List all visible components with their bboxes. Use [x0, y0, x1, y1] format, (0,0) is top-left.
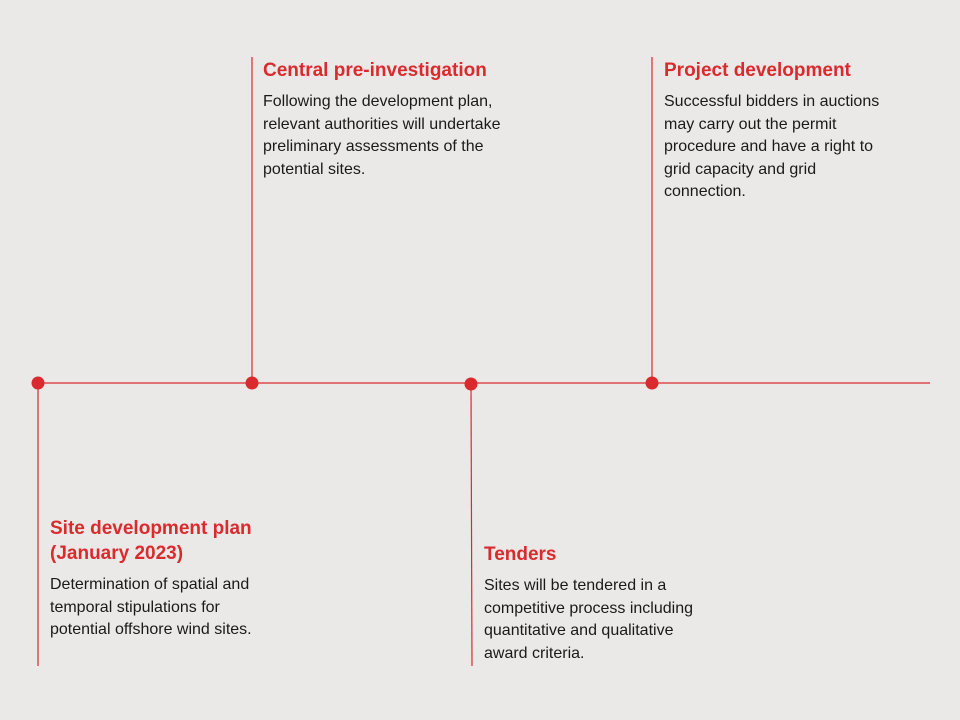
milestone-title: Central pre-investigation: [263, 60, 487, 81]
milestone-description: Following the development plan, relevant authorities will undertake preliminary assessments of the potential sites.: [263, 93, 501, 178]
node-project-development: [646, 377, 659, 390]
milestone-description: Determination of spatial and temporal stipulations for potential offshore wind sites.: [50, 576, 252, 638]
milestone-description: Successful bidders in auctions may carry out the permit procedure and have a right to grid capacity and grid connection.: [664, 93, 880, 200]
milestone-tenders: [484, 542, 714, 665]
node-site-development: [32, 377, 45, 390]
milestone-description: Sites will be tendered in a competitive process including quantitative and qualitative award criteria.: [484, 577, 693, 662]
milestone-title: Project development: [664, 60, 851, 81]
milestone-central-pre-investigation: [263, 58, 523, 181]
node-tenders: [465, 378, 478, 391]
node-central-pre-investigation: [246, 377, 259, 390]
milestone-title: Tenders: [484, 544, 557, 565]
milestone-title: Site development plan (January 2023): [50, 518, 252, 564]
milestone-site-development-plan: [50, 516, 275, 642]
connector-tenders: [471, 384, 472, 666]
milestone-project-development: [664, 58, 899, 204]
